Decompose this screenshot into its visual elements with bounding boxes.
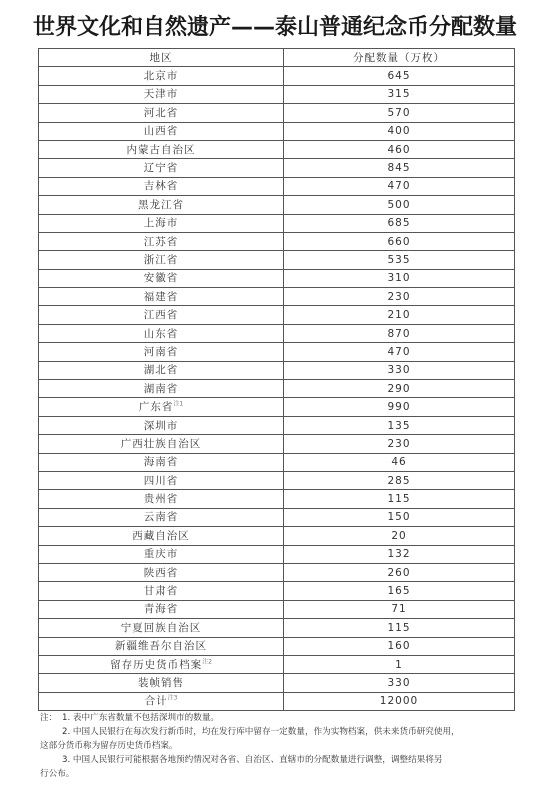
table-row <box>39 619 515 637</box>
table-row <box>39 324 515 342</box>
amount-cell: 210 <box>284 306 515 324</box>
region-cell <box>39 269 284 287</box>
table-row <box>39 306 515 324</box>
amount-cell: 330 <box>284 674 515 692</box>
amount-cell: 260 <box>284 563 515 581</box>
table-row <box>39 343 515 361</box>
table-row <box>39 85 515 103</box>
amount-cell: 845 <box>284 159 515 177</box>
region-name: 河南省 <box>143 345 179 358</box>
table-header-row <box>39 49 515 67</box>
region-name: 天津市 <box>143 88 179 101</box>
region-name: 河北省 <box>143 106 179 119</box>
region-cell <box>39 416 284 434</box>
region-cell <box>39 306 284 324</box>
region-name: 黑龙江省 <box>138 198 184 211</box>
document-title: 世界文化和自然遗产——泰山普通纪念币分配数量 <box>32 15 517 40</box>
table-row <box>39 104 515 122</box>
amount-cell: 570 <box>284 104 515 122</box>
amount-cell: 990 <box>284 398 515 416</box>
amount-cell: 660 <box>284 232 515 250</box>
region-cell <box>39 435 284 453</box>
region-name: 甘肃省 <box>143 585 179 598</box>
region-cell <box>39 453 284 471</box>
region-cell <box>39 692 284 710</box>
region-name: 江西省 <box>143 309 179 322</box>
footnote-1-text: 1. 表中广东省数量不包括深圳市的数量。 <box>62 713 220 723</box>
footnote-3-text-cont: 行公布。 <box>40 769 75 779</box>
amount-cell: 310 <box>284 269 515 287</box>
footnotes <box>40 711 518 781</box>
region-name: 四川省 <box>143 474 179 487</box>
amount-cell: 470 <box>284 343 515 361</box>
table-row <box>39 232 515 250</box>
region-name: 辽宁省 <box>143 162 179 175</box>
table-row <box>39 196 515 214</box>
footnote-2 <box>40 725 518 739</box>
region-cell <box>39 85 284 103</box>
table-body <box>39 67 515 711</box>
table-row <box>39 288 515 306</box>
region-cell <box>39 655 284 673</box>
region-name: 新疆维吾尔自治区 <box>115 640 207 653</box>
region-cell <box>39 251 284 269</box>
footnote-marker: 注2 <box>202 658 212 666</box>
region-cell <box>39 343 284 361</box>
region-name: 贵州省 <box>143 493 179 506</box>
region-name: 内蒙古自治区 <box>126 143 196 156</box>
region-name: 北京市 <box>143 70 179 83</box>
region-name: 宁夏回族自治区 <box>120 621 202 634</box>
table-row <box>39 453 515 471</box>
table-row <box>39 582 515 600</box>
region-name: 江苏省 <box>143 235 179 248</box>
region-cell <box>39 104 284 122</box>
region-name: 深圳市 <box>143 419 179 432</box>
amount-cell: 645 <box>284 67 515 85</box>
region-cell <box>39 67 284 85</box>
amount-cell: 115 <box>284 619 515 637</box>
region-cell <box>39 361 284 379</box>
region-cell <box>39 600 284 618</box>
table-row <box>39 269 515 287</box>
table-row <box>39 637 515 655</box>
footnote-marker: 注3 <box>167 694 178 702</box>
region-name: 留存历史货币档案 <box>110 658 203 671</box>
table-row <box>39 67 515 85</box>
footnote-2-text-cont: 这部分货币称为留存历史货币档案。 <box>40 741 178 751</box>
amount-cell: 135 <box>284 416 515 434</box>
region-name: 广东省 <box>138 401 174 414</box>
amount-cell: 132 <box>284 545 515 563</box>
amount-cell: 115 <box>284 490 515 508</box>
amount-cell: 290 <box>284 380 515 398</box>
footnote-lead: 注： <box>40 713 58 723</box>
header-region: 地区 <box>39 49 284 67</box>
amount-cell: 230 <box>284 435 515 453</box>
table-row <box>39 416 515 434</box>
table-row <box>39 435 515 453</box>
region-name: 吉林省 <box>143 180 179 193</box>
region-name: 湖北省 <box>143 364 179 377</box>
region-name: 上海市 <box>143 217 179 230</box>
table-row <box>39 655 515 673</box>
amount-cell: 160 <box>284 637 515 655</box>
table-row <box>39 545 515 563</box>
region-name: 湖南省 <box>143 382 179 395</box>
region-name: 福建省 <box>143 290 179 303</box>
region-cell <box>39 380 284 398</box>
region-name: 安徽省 <box>143 272 179 285</box>
amount-cell: 230 <box>284 288 515 306</box>
region-cell <box>39 214 284 232</box>
footnote-1 <box>40 711 518 725</box>
amount-cell: 330 <box>284 361 515 379</box>
table-row <box>39 177 515 195</box>
amount-cell: 460 <box>284 140 515 158</box>
region-name: 西藏自治区 <box>132 529 190 542</box>
table-row <box>39 398 515 416</box>
amount-cell: 46 <box>284 453 515 471</box>
amount-cell: 12000 <box>284 692 515 710</box>
footnote-2-cont <box>40 739 518 753</box>
region-cell <box>39 324 284 342</box>
amount-cell: 1 <box>284 655 515 673</box>
region-cell <box>39 471 284 489</box>
table-row <box>39 508 515 526</box>
footnote-3 <box>40 753 518 767</box>
region-cell <box>39 545 284 563</box>
amount-cell: 20 <box>284 527 515 545</box>
amount-cell: 535 <box>284 251 515 269</box>
amount-cell: 165 <box>284 582 515 600</box>
amount-cell: 315 <box>284 85 515 103</box>
region-cell <box>39 232 284 250</box>
amount-cell: 470 <box>284 177 515 195</box>
region-cell <box>39 508 284 526</box>
table-row <box>39 692 515 710</box>
table-row <box>39 214 515 232</box>
table-row <box>39 674 515 692</box>
amount-cell: 400 <box>284 122 515 140</box>
header-amount: 分配数量（万枚） <box>284 49 515 67</box>
footnote-3-text: 3. 中国人民银行可能根据各地预约情况对各省、自治区、直辖市的分配数量进行调整，调整结果将另 <box>62 755 443 765</box>
region-cell <box>39 582 284 600</box>
region-name: 广西壮族自治区 <box>120 437 202 450</box>
region-name: 青海省 <box>143 603 179 616</box>
region-name: 山西省 <box>143 125 179 138</box>
region-cell <box>39 196 284 214</box>
amount-cell: 285 <box>284 471 515 489</box>
region-name: 装帧销售 <box>138 676 184 689</box>
table-row <box>39 471 515 489</box>
table-row <box>39 563 515 581</box>
table-row <box>39 380 515 398</box>
region-cell <box>39 527 284 545</box>
table-row <box>39 361 515 379</box>
region-cell <box>39 563 284 581</box>
table-row <box>39 140 515 158</box>
region-name: 陕西省 <box>143 566 179 579</box>
region-name: 重庆市 <box>143 548 179 561</box>
region-name: 合计 <box>144 695 168 708</box>
table-row <box>39 122 515 140</box>
amount-cell: 500 <box>284 196 515 214</box>
region-cell <box>39 177 284 195</box>
region-cell <box>39 159 284 177</box>
region-name: 浙江省 <box>143 253 179 266</box>
table-row <box>39 600 515 618</box>
region-cell <box>39 140 284 158</box>
region-cell <box>39 288 284 306</box>
region-cell <box>39 619 284 637</box>
footnote-3-cont <box>40 767 518 781</box>
table-row <box>39 251 515 269</box>
amount-cell: 870 <box>284 324 515 342</box>
region-cell <box>39 490 284 508</box>
region-name: 山东省 <box>143 327 179 340</box>
amount-cell: 685 <box>284 214 515 232</box>
region-name: 云南省 <box>143 511 179 524</box>
region-cell <box>39 674 284 692</box>
distribution-table <box>38 48 515 711</box>
footnote-2-text: 2. 中国人民银行在每次发行新币时，均在发行库中留存一定数量，作为实物档案，供未来货币研究使用， <box>62 727 460 737</box>
footnote-marker: 注1 <box>173 400 184 408</box>
region-name: 海南省 <box>143 456 179 469</box>
table-row <box>39 159 515 177</box>
region-cell <box>39 398 284 416</box>
region-cell <box>39 122 284 140</box>
region-cell <box>39 637 284 655</box>
amount-cell: 150 <box>284 508 515 526</box>
amount-cell: 71 <box>284 600 515 618</box>
table-row <box>39 490 515 508</box>
table-row <box>39 527 515 545</box>
